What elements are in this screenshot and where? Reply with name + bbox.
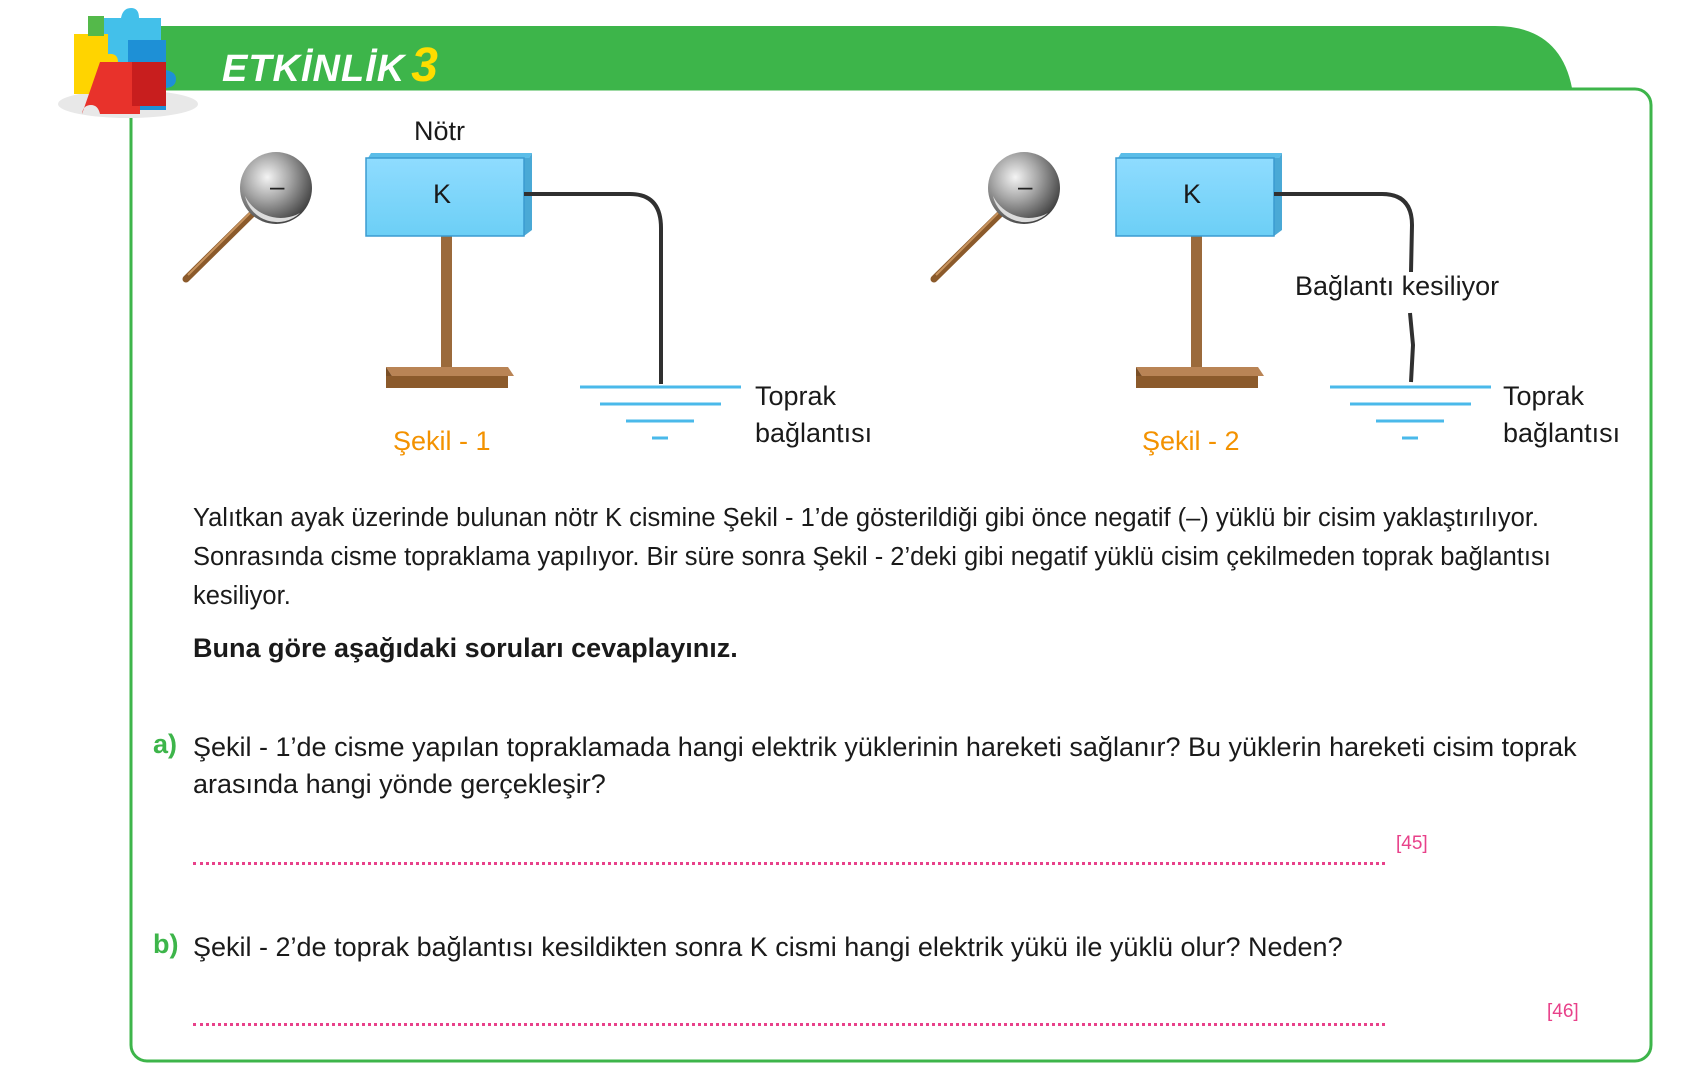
body-k-label-2: K (1183, 179, 1202, 209)
ground-label-2-line1: Toprak (1503, 381, 1585, 411)
question-a-ref: [45] (1396, 833, 1428, 854)
activity-title-text: ETKİNLİK (222, 48, 406, 90)
figure-1-caption: Şekil - 1 (393, 426, 491, 456)
answer-line-b[interactable] (193, 1023, 1385, 1026)
rod-charge-sign-2: – (1018, 171, 1033, 201)
answer-line-a[interactable] (193, 862, 1385, 865)
instruction-text: Buna göre aşağıdaki soruları cevaplayınız. (193, 633, 738, 663)
rod-charge-sign-1: – (270, 171, 285, 201)
body-k-label-1: K (433, 179, 452, 209)
question-b-text: Şekil - 2’de toprak bağlantısı kesildikten sonra K cismi hangi elektrik yükü ile yüklü olur? Neden? (193, 932, 1343, 962)
neutral-label: Nötr (414, 116, 466, 146)
question-b-letter: b) (153, 929, 179, 959)
question-a-letter: a) (153, 729, 178, 759)
activity-title (222, 38, 439, 93)
question-b-ref: [46] (1547, 1001, 1579, 1022)
question-a-text: Şekil - 1’de cisme yapılan topraklamada hangi elektrik yüklerinin hareketi sağlanır? Bu yüklerin hareketi cisim toprak arasında hangi yönde gerçekleşir? (193, 732, 1577, 799)
connection-cut-label: Bağlantı kesiliyor (1295, 271, 1500, 301)
ground-label-1-line2: bağlantısı (755, 418, 873, 448)
figure-2-caption: Şekil - 2 (1142, 426, 1240, 456)
ground-label-2-line2: bağlantısı (1503, 418, 1621, 448)
ground-label-1-line1: Toprak (755, 381, 837, 411)
activity-number: 3 (411, 39, 439, 92)
intro-paragraph: Yalıtkan ayak üzerinde bulunan nötr K cismine Şekil - 1’de gösterildiği gibi önce negatif (–) yüklü bir cisim yaklaştırılıyor. Sonrasında cisme topraklama yapılıyor. Bir süre sonra Şekil - 2’deki gibi negatif yüklü cisim çekilmeden toprak bağlantısı kesiliyor. (193, 504, 1551, 610)
